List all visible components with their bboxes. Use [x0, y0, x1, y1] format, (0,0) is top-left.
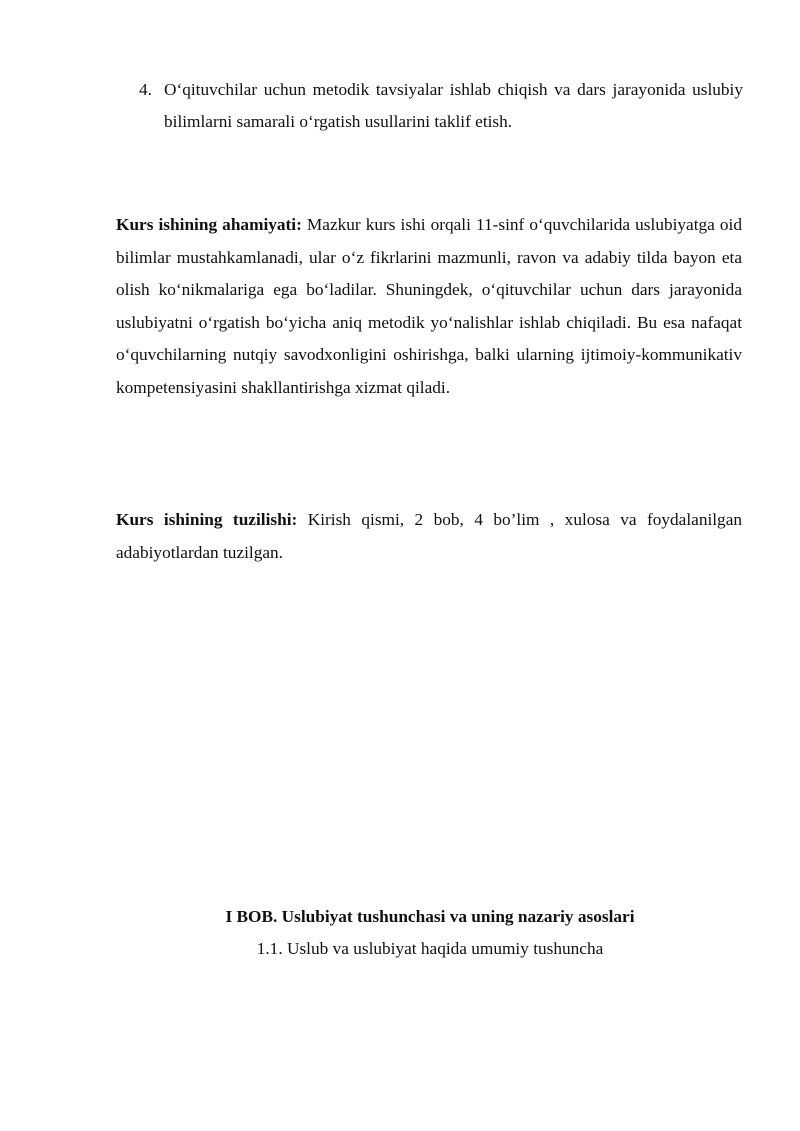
paragraph-course-structure	[116, 504, 742, 569]
paragraph-course-significance	[116, 209, 742, 405]
list-item-number: 4.	[139, 80, 152, 99]
numbered-list-item	[139, 74, 743, 138]
chapter-heading: I BOB. Uslubiyat tushunchasi va uning nazariy asoslari	[225, 907, 635, 926]
course-significance-label: Kurs ishining ahamiyati:	[116, 215, 302, 234]
course-structure-text: Kirish qismi, 2 bob, 4 bo’lim , xulosa va foydalanilgan adabiyotlardan tuzilgan.	[116, 510, 743, 562]
course-structure-label: Kurs ishining tuzilishi:	[116, 510, 298, 529]
course-significance-text: Mazkur kurs ishi orqali 11-sinf o‘quvchilarida uslubiyatga oid bilimlar mustahkamlanadi, ular o‘z fikrlarini mazmunli, ravon va adabiy tilda bayon eta olish ko‘nikmalariga ega bo‘ladilar. Shuningdek, o‘qituvchilar uchun dars jarayonida uslubiyatni o‘rgatish bo‘yicha aniq metodik yo‘nalishlar ishlab chiqiladi. Bu esa nafaqat o‘quvchilarning nutqiy savodxonligini oshirishga, balki ularning ijtimoiy-kommunikativ kompetensiyasini shakllantirishga xizmat qiladi.	[116, 215, 742, 397]
list-item-text: O‘qituvchilar uchun metodik tavsiyalar ishlab chiqish va dars jarayonida uslubiy bilimlarni samarali o‘rgatish usullarini taklif etish.	[164, 80, 743, 131]
section-heading: 1.1. Uslub va uslubiyat haqida umumiy tushuncha	[256, 939, 604, 958]
